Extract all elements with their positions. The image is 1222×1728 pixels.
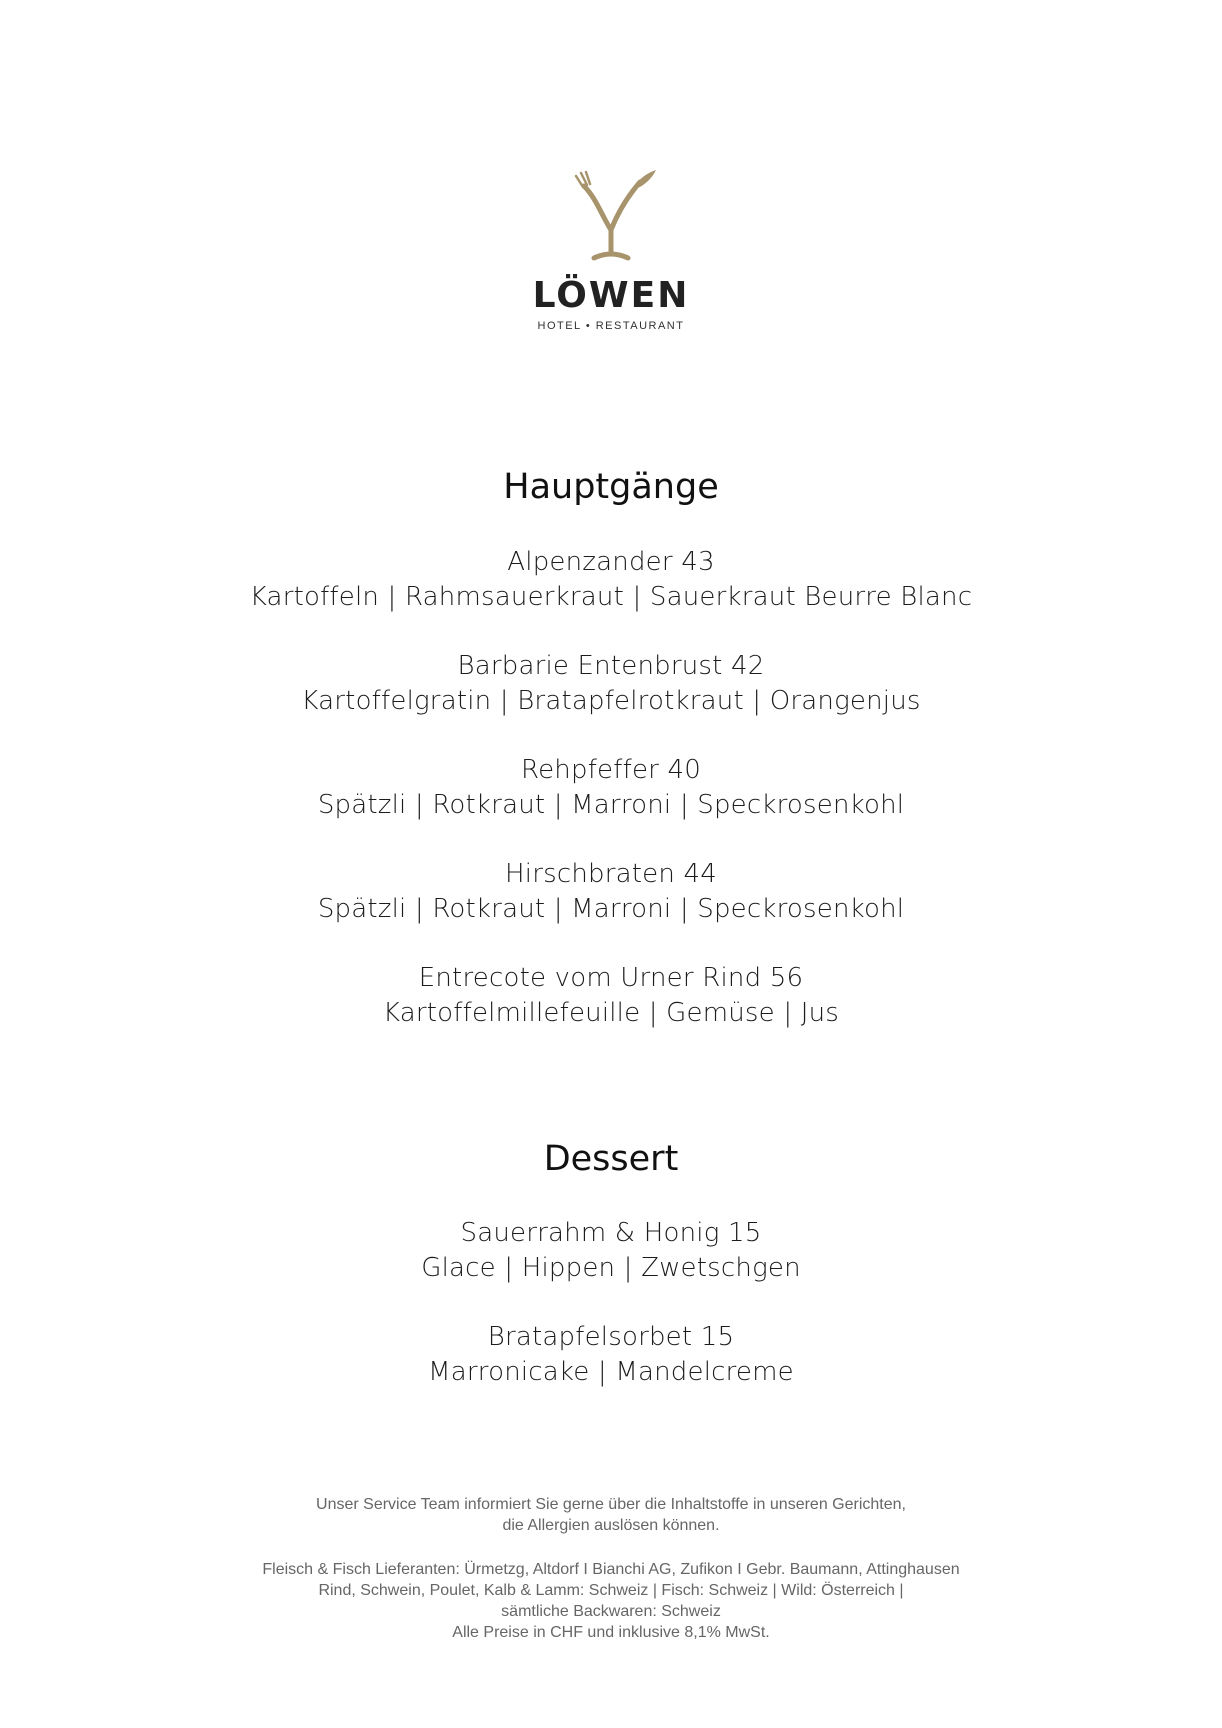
dish-name: Entrecote vom Urner Rind 56 — [418, 963, 804, 993]
dish-sides: Kartoffelmillefeuille | Gemüse | Jus — [382, 998, 840, 1028]
dish-item — [0, 1216, 1222, 1286]
dish-sides: Glace | Hippen | Zwetschgen — [421, 1253, 801, 1283]
section-title-mains: Hauptgänge — [503, 467, 719, 507]
dish-name: Hirschbraten 44 — [505, 859, 717, 889]
dish-item — [0, 1320, 1222, 1390]
supplier-line: Rind, Schwein, Poulet, Kalb & Lamm: Schweiz | Fisch: Schweiz | Wild: Österreich | — [318, 1582, 904, 1599]
dish-item — [0, 649, 1222, 719]
fork-wineglass-logo-icon — [556, 168, 666, 268]
dish-sides: Kartoffelgratin | Bratapfelrotkraut | Orangenjus — [301, 686, 921, 716]
dish-sides: Marronicake | Mandelcreme — [428, 1357, 794, 1387]
allergy-line: die Allergien auslösen können. — [502, 1517, 720, 1534]
dish-item — [0, 545, 1222, 615]
supplier-line: sämtliche Backwaren: Schweiz — [501, 1603, 721, 1620]
dish-name: Barbarie Entenbrust 42 — [457, 651, 765, 681]
dish-item — [0, 857, 1222, 927]
dish-name: Alpenzander 43 — [507, 547, 715, 577]
logo-subtitle: HOTEL • RESTAURANT — [537, 320, 685, 332]
dish-name: Rehpfeffer 40 — [521, 755, 701, 785]
dish-item — [0, 961, 1222, 1031]
allergy-line: Unser Service Team informiert Sie gerne über die Inhaltstoffe in unseren Gerichten, — [316, 1496, 906, 1513]
supplier-line: Fleisch & Fisch Lieferanten: Ürmetzg, Altdorf I Bianchi AG, Zufikon I Gebr. Baumann, Attinghausen — [262, 1561, 960, 1578]
dish-item — [0, 753, 1222, 823]
price-note: Alle Preise in CHF und inklusive 8,1% MwSt. — [452, 1624, 770, 1641]
supplier-note — [0, 1559, 1222, 1643]
allergy-note — [0, 1494, 1222, 1536]
dish-sides: Spätzli | Rotkraut | Marroni | Speckrosenkohl — [317, 894, 905, 924]
restaurant-logo — [0, 168, 1222, 332]
section-title-dessert: Dessert — [543, 1139, 679, 1179]
logo-name: LÖWEN — [532, 275, 690, 316]
dish-sides: Spätzli | Rotkraut | Marroni | Speckrosenkohl — [317, 790, 905, 820]
dish-sides: Kartoffeln | Rahmsauerkraut | Sauerkraut Beurre Blanc — [249, 582, 973, 612]
dish-name: Sauerrahm & Honig 15 — [460, 1218, 762, 1248]
dish-name: Bratapfelsorbet 15 — [487, 1322, 735, 1352]
